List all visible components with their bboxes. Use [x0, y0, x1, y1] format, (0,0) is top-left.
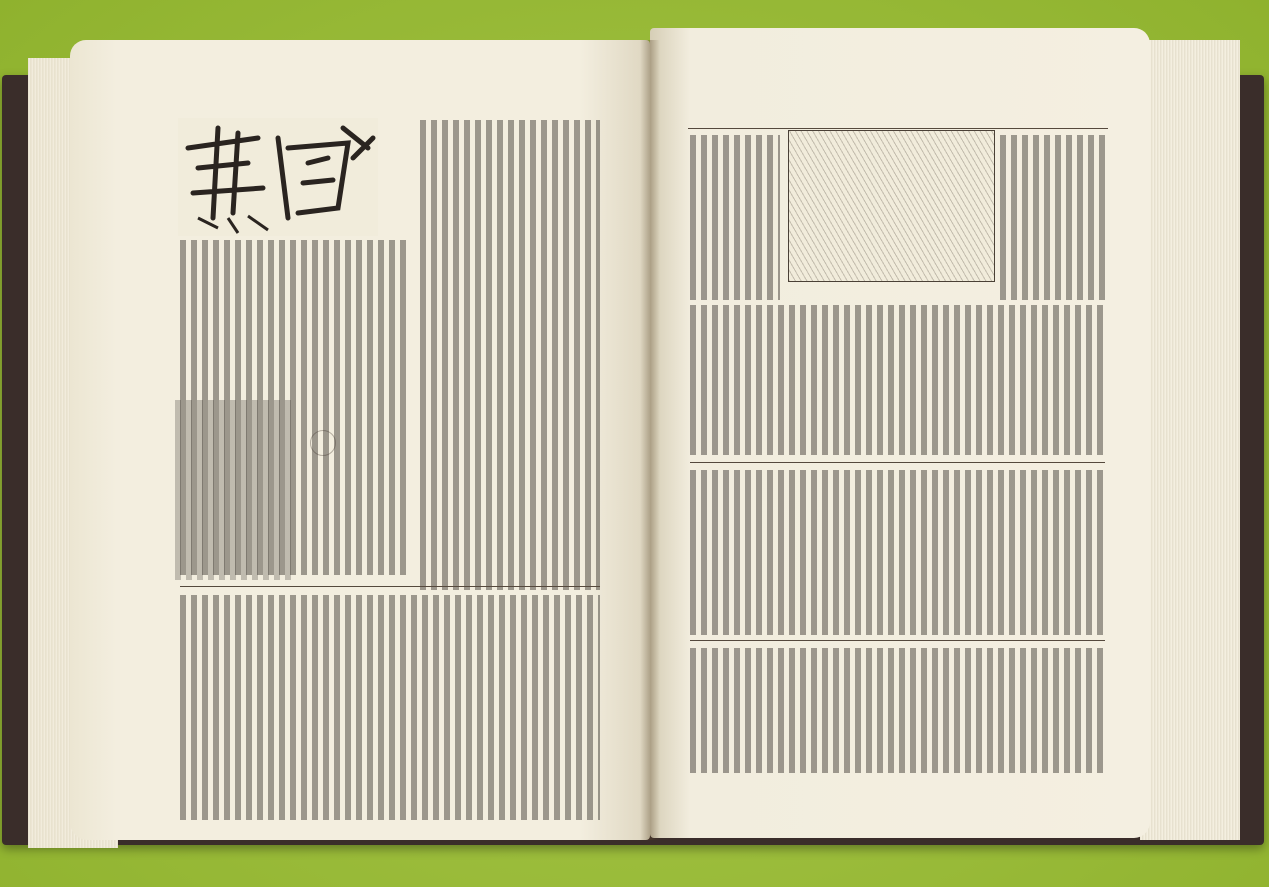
right-text-column-right-of-title: [1000, 135, 1105, 300]
book-gutter: [640, 40, 660, 840]
right-middle-rule: [690, 462, 1105, 463]
left-faded-bleedthrough: [175, 400, 295, 580]
right-page-edges: [1140, 40, 1240, 840]
right-text-block-bottom: [690, 648, 1105, 773]
right-text-block-lower: [690, 470, 1105, 635]
left-column-divider: [180, 586, 600, 587]
right-lower-rule: [690, 640, 1105, 641]
right-header-rule: [688, 128, 1108, 129]
left-text-column-lower: [180, 595, 600, 820]
left-heading-artwork: [178, 118, 378, 236]
title-artwork-box: [788, 130, 995, 282]
right-text-block-middle: [690, 305, 1105, 455]
left-circular-mark: [310, 430, 336, 456]
right-text-column-left-of-title: [690, 135, 780, 300]
left-text-column-upper-right: [420, 120, 600, 590]
